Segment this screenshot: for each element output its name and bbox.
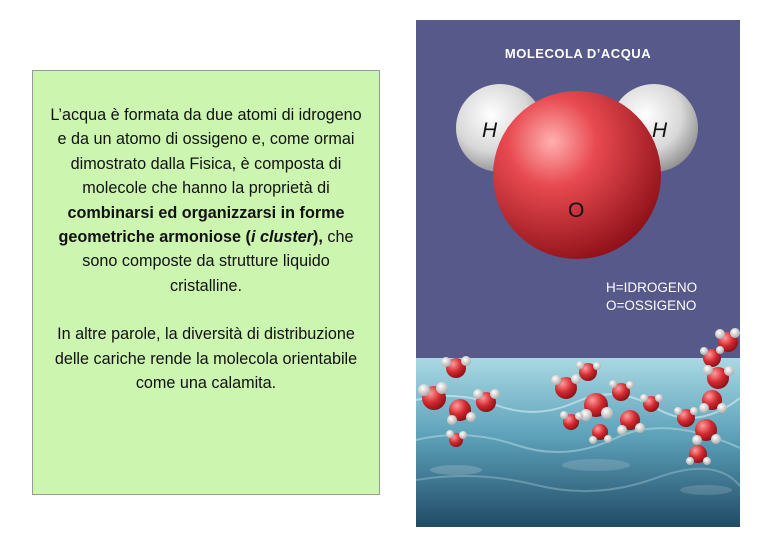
- paragraph-1-text-b: che sono composte da strutture liquido cristalline.: [82, 228, 354, 295]
- paragraph-1-bold-italic: i cluster: [250, 228, 314, 247]
- paragraph-charge-distribution: In altre parole, la diversità di distribuzione delle cariche rende la molecola orientabile come una calamita.: [54, 325, 358, 393]
- paragraph-1-bold-b: ),: [313, 228, 323, 247]
- hydrogen-right-label: H: [652, 119, 668, 142]
- paragraph-1-bold: [58, 204, 344, 246]
- paragraph-1-bold-a: combinarsi ed organizzarsi in forme geometriche armoniose (: [58, 203, 345, 247]
- text-panel: [32, 70, 380, 495]
- paragraph-water-composition: [47, 103, 365, 298]
- hydrogen-left-label: H: [482, 119, 498, 142]
- illustration-title: MOLECOLA D’ACQUA: [504, 46, 652, 61]
- paragraph-1-text-a: L’acqua è formata da due atomi di idrogeno e da un atomo di ossigeno e, come ormai dimostrato dalla Fisica, è composta di molecole che hanno la proprietà di: [50, 106, 362, 198]
- oxygen-atom: [493, 91, 661, 259]
- water-molecule-illustration: [416, 20, 740, 527]
- legend-hydrogen: H=IDROGENO: [606, 280, 698, 295]
- legend-oxygen: O=OSSIGENO: [606, 298, 697, 313]
- oxygen-label: O: [568, 199, 585, 222]
